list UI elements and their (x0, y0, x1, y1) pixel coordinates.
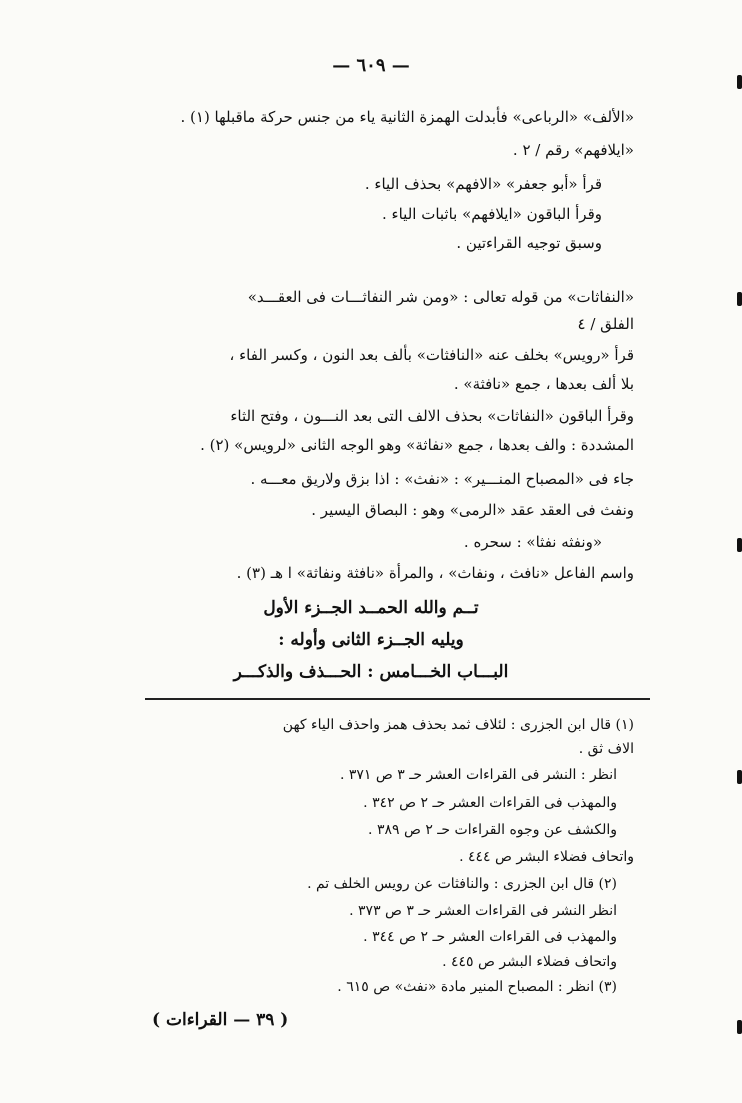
footnote-line: (١) قال ابن الجزرى : لئلاف ثمد بحذف همز واحذف الياء كهن (282, 717, 634, 733)
scan-edge-mark (737, 292, 742, 306)
scan-edge-mark (737, 75, 742, 89)
footnote-line: واتحاف فضلاء البشر ص ٤٤٥ . (442, 954, 617, 970)
text-line: وقرأ الباقون «ايلافهم» باثبات الياء . (382, 205, 602, 223)
text-line: «ايلافهم» رقم / ٢ . (512, 141, 634, 159)
footnote-line: (٢) قال ابن الجزرى : والنافثات عن رويس الخلف تم . (307, 876, 617, 892)
closing-line: تــم والله الحمــد الجــزء الأول (263, 598, 479, 618)
footnote-line: واتحاف فضلاء البشر ص ٤٤٤ . (459, 849, 634, 865)
footnote-line: والمهذب فى القراءات العشر حـ ٢ ص ٣٤٢ . (363, 795, 617, 811)
scan-edge-mark (737, 770, 742, 784)
text-line: قرأ «أبو جعفر» «الافهم» بحذف الياء . (364, 175, 602, 193)
footnote-line: انظر النشر فى القراءات العشر حـ ٣ ص ٣٧٣ . (349, 903, 617, 919)
text-line: «الألف» «الرباعى» فأبدلت الهمزة الثانية ياء من جنس حركة ماقبلها (١) . (180, 108, 634, 126)
scan-edge-mark (737, 1020, 742, 1034)
page-number: — ٦٠٩ — (332, 55, 410, 76)
text-line: واسم الفاعل «نافث ، ونفاث» ، والمرأة «نافثة ونفاثة» ا هـ (٣) . (236, 564, 634, 582)
text-line: وسبق توجيه القراءتين . (456, 234, 602, 252)
footnote-line: انظر : النشر فى القراءات العشر حـ ٣ ص ٣٧١ . (339, 767, 617, 783)
footnote-line: والمهذب فى القراءات العشر حـ ٢ ص ٣٤٤ . (363, 929, 617, 945)
closing-line: ويليه الجــزء الثانى وأوله : (278, 630, 464, 650)
text-line: قرأ «رويس» بخلف عنه «النافثات» بألف بعد النون ، وكسر الفاء ، (229, 346, 634, 364)
text-line: جاء فى «المصباح المنـــير» : «نفث» : اذا بزق ولاريق معـــه . (250, 470, 634, 488)
signature-mark: ( ٣٩ — القراءات ) (152, 1010, 289, 1030)
text-line: «النفاثات» من قوله تعالى : «ومن شر النفاثـــات فى العقـــد» (247, 288, 634, 306)
text-line: المشددة : والف بعدها ، جمع «نفاثة» وهو الوجه الثانى «لرويس» (٢) . (200, 436, 634, 454)
footnote-line: والكشف عن وجوه القراءات حـ ٢ ص ٣٨٩ . (368, 822, 617, 838)
footnote-line: الاف ثق . (578, 741, 634, 757)
text-line: وقرأ الباقون «النفاثات» بحذف الالف التى بعد النـــون ، وفتح الثاء (230, 407, 634, 425)
text-line: بلا ألف بعدها ، جمع «نافثة» . (453, 375, 634, 393)
text-line: ونفث فى العقد عقد «الرمى» وهو : البصاق اليسير . (311, 501, 634, 519)
text-line: الفلق / ٤ (577, 315, 634, 333)
footnote-line: (٣) انظر : المصباح المنير مادة «نفث» ص ٦١٥ . (337, 979, 617, 995)
footnote-divider (145, 698, 650, 700)
text-line: «ونفثه نفثا» : سحره . (463, 533, 602, 551)
scan-edge-mark (737, 538, 742, 552)
closing-line: البـــاب الخـــامس : الحـــذف والذكـــر (233, 662, 509, 682)
